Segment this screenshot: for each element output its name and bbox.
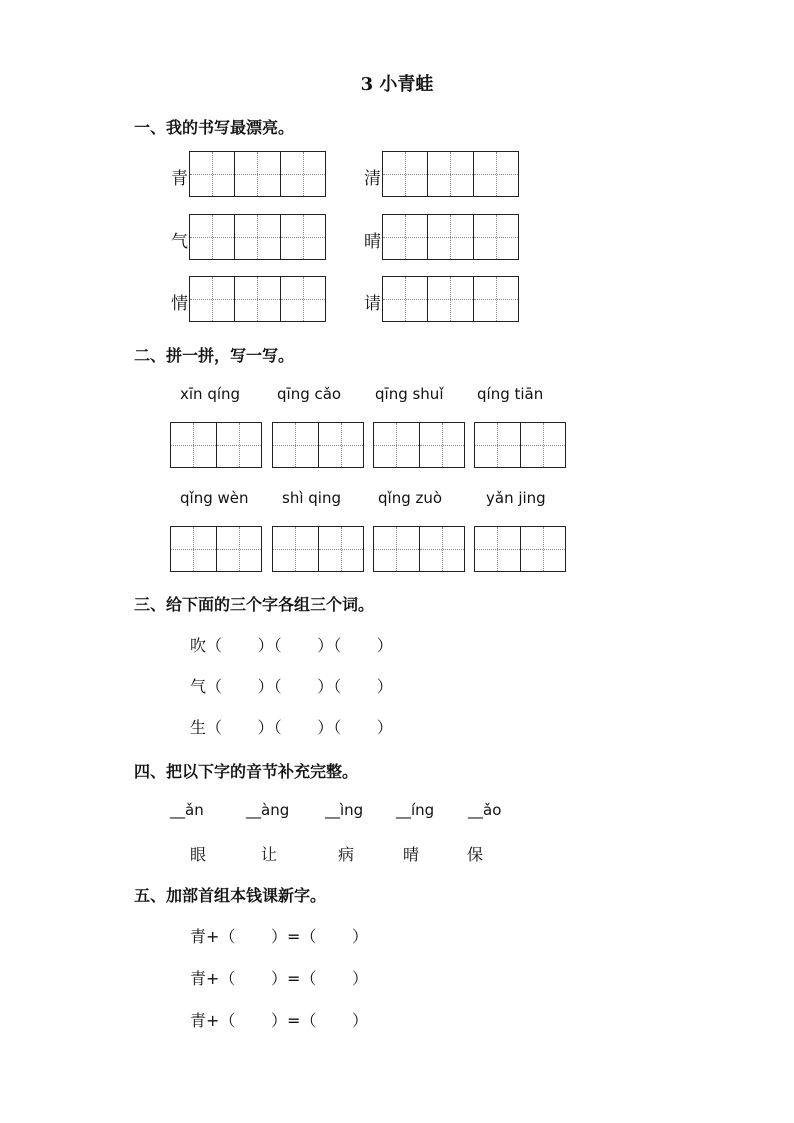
writing-grid[interactable]: [272, 422, 364, 468]
syllable-char: 保: [467, 845, 484, 864]
writing-grid[interactable]: [189, 151, 326, 197]
pinyin-label: qǐng wèn: [180, 489, 249, 507]
grid-cell[interactable]: [383, 215, 427, 259]
grid-cell[interactable]: [216, 423, 262, 467]
grid-cell[interactable]: [318, 423, 364, 467]
pinyin-label: qīng shuǐ: [375, 385, 444, 403]
writing-grid[interactable]: [474, 526, 566, 572]
grid-cell[interactable]: [234, 152, 279, 196]
char-label: 气: [171, 232, 188, 252]
fill-blank-line[interactable]: 生（ ）（ ）（ ）: [190, 718, 393, 737]
fill-blank-line[interactable]: 吹（ ）（ ）（ ）: [190, 636, 393, 655]
grid-cell[interactable]: [190, 215, 234, 259]
grid-cell[interactable]: [171, 423, 216, 467]
char-label: 请: [364, 294, 381, 314]
writing-grid[interactable]: [382, 151, 519, 197]
pinyin-label: qīng cǎo: [277, 385, 342, 403]
grid-cell[interactable]: [234, 277, 279, 321]
syllable-blank[interactable]: __ǎo: [468, 801, 502, 819]
grid-cell[interactable]: [427, 215, 472, 259]
fill-blank-line[interactable]: 气（ ）（ ）（ ）: [190, 677, 393, 696]
syllable-char: 让: [261, 845, 278, 864]
writing-grid[interactable]: [189, 276, 326, 322]
grid-cell[interactable]: [374, 423, 419, 467]
grid-cell[interactable]: [383, 277, 427, 321]
grid-cell[interactable]: [427, 152, 472, 196]
section-2-heading: 二、拼一拼，写一写。: [134, 346, 295, 365]
char-label: 情: [171, 294, 188, 314]
pinyin-label: qíng tiān: [477, 385, 544, 403]
syllable-char: 病: [338, 845, 355, 864]
writing-grid[interactable]: [189, 214, 326, 260]
grid-cell[interactable]: [419, 423, 465, 467]
pinyin-label: yǎn jing: [486, 489, 546, 507]
writing-grid[interactable]: [170, 422, 262, 468]
char-label: 青: [171, 169, 188, 189]
grid-cell[interactable]: [234, 215, 279, 259]
pinyin-label: qǐng zuò: [378, 489, 443, 507]
grid-cell[interactable]: [280, 215, 325, 259]
grid-cell[interactable]: [280, 277, 325, 321]
section-3-heading: 三、给下面的三个字各组三个词。: [134, 595, 375, 614]
writing-grid[interactable]: [373, 422, 465, 468]
writing-grid[interactable]: [170, 526, 262, 572]
grid-cell[interactable]: [475, 423, 520, 467]
writing-grid[interactable]: [272, 526, 364, 572]
grid-cell[interactable]: [171, 527, 216, 571]
char-label: 晴: [364, 232, 381, 252]
syllable-char: 眼: [190, 845, 207, 864]
grid-cell[interactable]: [280, 152, 325, 196]
grid-cell[interactable]: [318, 527, 364, 571]
writing-grid[interactable]: [474, 422, 566, 468]
grid-cell[interactable]: [190, 277, 234, 321]
radical-line[interactable]: 青+（ ）=（ ）: [190, 1011, 369, 1030]
grid-cell[interactable]: [374, 527, 419, 571]
syllable-blank[interactable]: __àng: [246, 801, 290, 819]
syllable-blank[interactable]: __ìng: [325, 801, 364, 819]
writing-grid[interactable]: [382, 276, 519, 322]
writing-grid[interactable]: [382, 214, 519, 260]
syllable-blank[interactable]: __íng: [396, 801, 435, 819]
pinyin-label: xīn qíng: [180, 385, 241, 403]
page-title: 3 小青蛙: [360, 74, 434, 95]
grid-cell[interactable]: [216, 527, 262, 571]
grid-cell[interactable]: [273, 423, 318, 467]
grid-cell[interactable]: [475, 527, 520, 571]
grid-cell[interactable]: [427, 277, 472, 321]
syllable-blank[interactable]: __ǎn: [170, 801, 204, 819]
section-4-heading: 四、把以下字的音节补充完整。: [134, 762, 359, 781]
grid-cell[interactable]: [473, 215, 518, 259]
grid-cell[interactable]: [520, 423, 566, 467]
section-1-heading: 一、我的书写最漂亮。: [134, 118, 295, 137]
syllable-char: 晴: [403, 845, 420, 864]
writing-grid[interactable]: [373, 526, 465, 572]
grid-cell[interactable]: [473, 152, 518, 196]
radical-line[interactable]: 青+（ ）=（ ）: [190, 969, 369, 988]
grid-cell[interactable]: [273, 527, 318, 571]
grid-cell[interactable]: [383, 152, 427, 196]
grid-cell[interactable]: [520, 527, 566, 571]
grid-cell[interactable]: [473, 277, 518, 321]
section-5-heading: 五、加部首组本钱课新字。: [134, 886, 327, 905]
radical-line[interactable]: 青+（ ）=（ ）: [190, 927, 369, 946]
grid-cell[interactable]: [419, 527, 465, 571]
grid-cell[interactable]: [190, 152, 234, 196]
char-label: 清: [364, 169, 381, 189]
pinyin-label: shì qing: [282, 489, 341, 507]
